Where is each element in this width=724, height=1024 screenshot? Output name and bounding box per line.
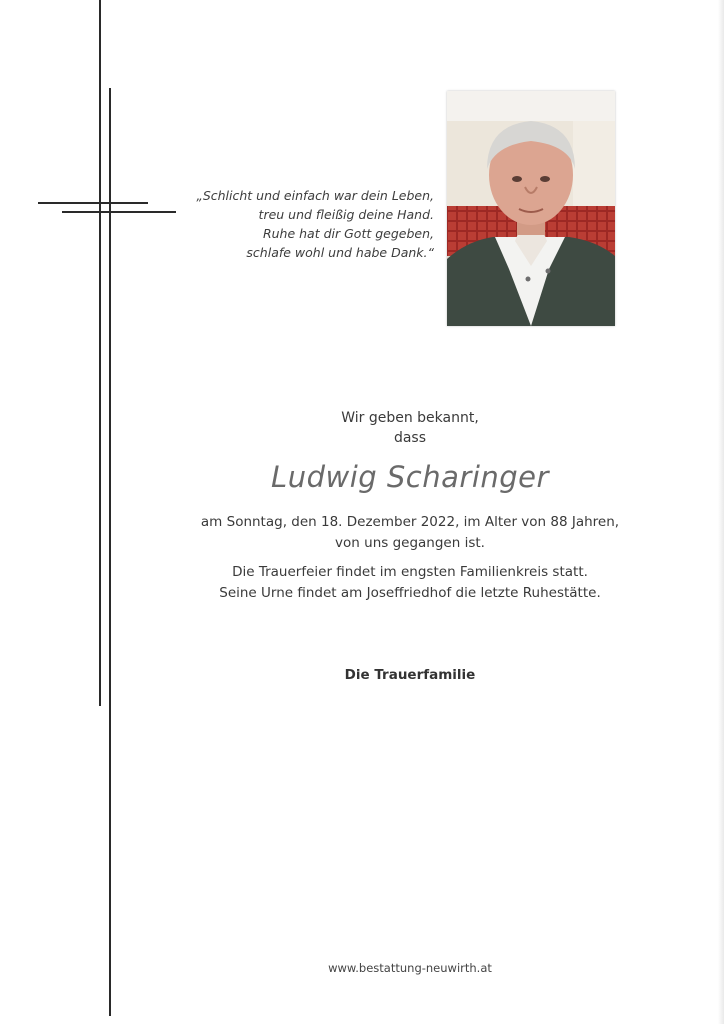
deceased-name: Ludwig Scharinger	[271, 460, 549, 494]
cross-vertical-bar-right	[109, 88, 111, 1016]
cross-vertical-bar-left	[99, 0, 101, 706]
quote-line: schlafe wohl und habe Dank.“	[246, 245, 434, 260]
intro-text	[170, 408, 650, 448]
ceremony-info-text	[170, 562, 650, 604]
date-line: am Sonntag, den 18. Dezember 2022, im Alter von 88 Jahren,	[200, 514, 620, 530]
quote-line: treu und fleißig deine Hand.	[258, 207, 434, 222]
quote-line: „Schlicht und einfach war dein Leben,	[196, 188, 434, 203]
intro-line: dass	[393, 430, 427, 446]
info-line: Seine Urne findet am Joseffriedhof die letzte Ruhestätte.	[219, 585, 601, 601]
portrait-photo	[447, 91, 615, 326]
cross-horizontal-bar-upper	[38, 202, 148, 204]
info-line: Die Trauerfeier findet im engsten Familienkreis statt.	[232, 564, 588, 580]
intro-line: Wir geben bekannt,	[341, 410, 479, 426]
date-line: von uns gegangen ist.	[335, 535, 485, 551]
cross-horizontal-bar-lower	[62, 211, 176, 213]
quote-line: Ruhe hat dir Gott gegeben,	[262, 226, 434, 241]
signature: Die Trauerfamilie	[344, 667, 476, 683]
memorial-quote	[190, 186, 434, 262]
death-date-text	[170, 512, 650, 554]
website-link[interactable]: www.bestattung-neuwirth.at	[328, 961, 492, 975]
page-edge-shadow	[718, 0, 724, 1024]
